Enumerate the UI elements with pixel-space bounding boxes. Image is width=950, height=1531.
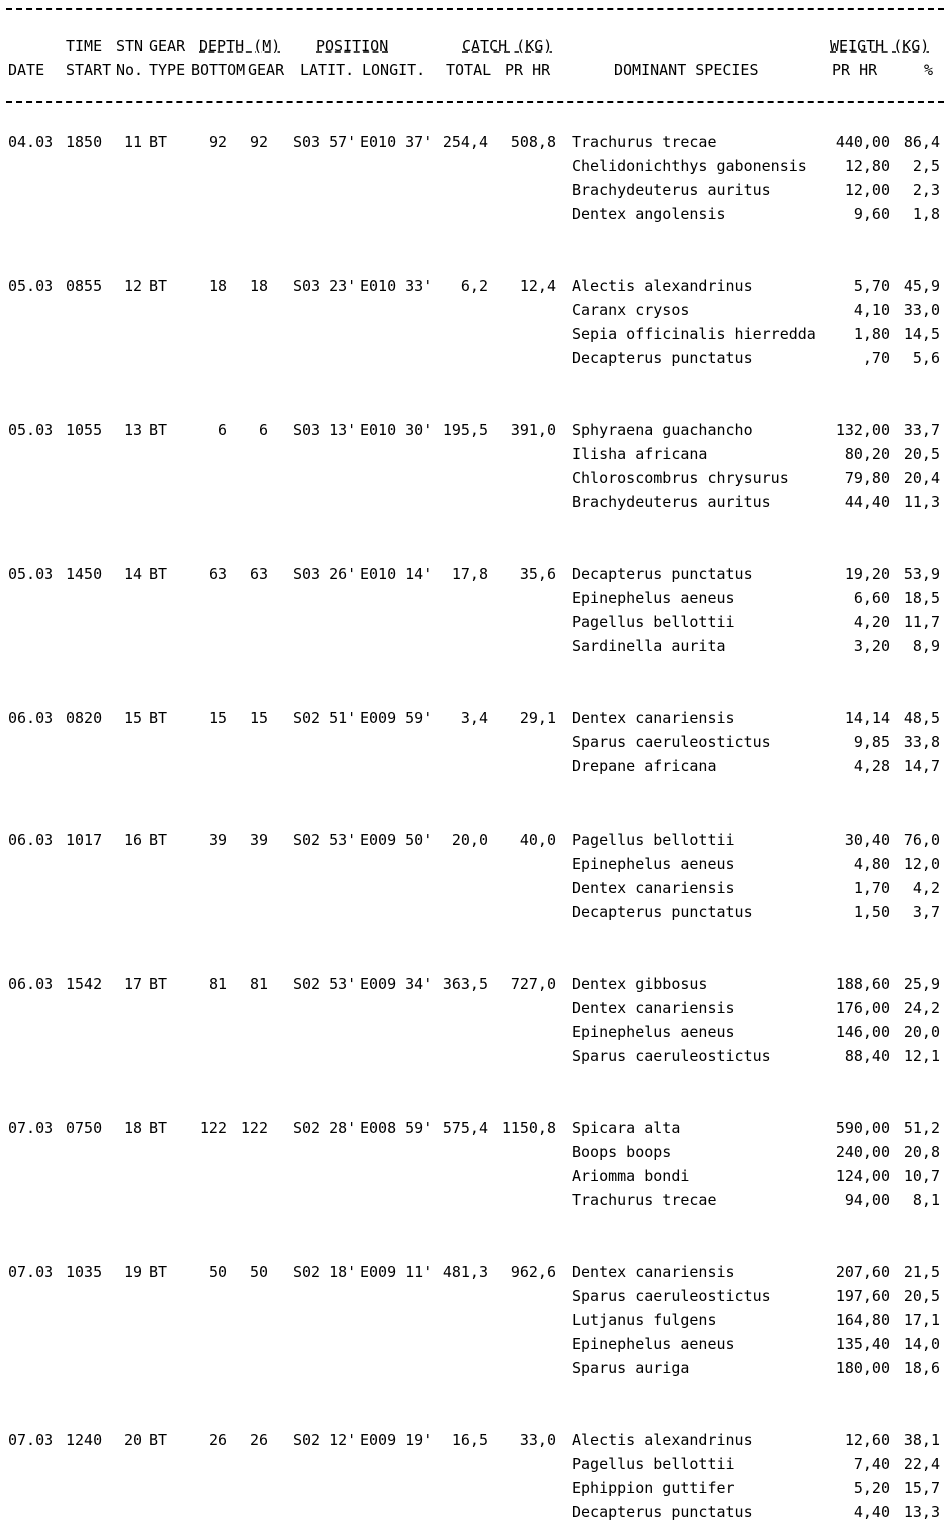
species-weight-pct: 33,8 — [903, 733, 940, 751]
cell-gear-type: BT — [149, 1263, 168, 1281]
header-weight-group: WEIGTH (KG) — [830, 37, 930, 55]
species-weight-pct: 8,1 — [912, 1191, 940, 1209]
species-name: Dentex canariensis — [572, 879, 735, 897]
cell-time-start: 0820 — [66, 709, 103, 727]
species-weight-prhr: 12,00 — [844, 181, 890, 199]
cell-time-start: 0750 — [66, 1119, 103, 1137]
header-catch-total: TOTAL — [446, 61, 492, 79]
species-weight-pct: 33,0 — [903, 301, 940, 319]
species-name: Epinephelus aeneus — [572, 589, 735, 607]
species-weight-pct: 18,6 — [903, 1359, 940, 1377]
species-weight-prhr: 4,40 — [853, 1503, 890, 1521]
species-weight-pct: 11,3 — [903, 493, 940, 511]
header-weight-prhr: PR HR — [832, 61, 878, 79]
species-name: Trachurus trecae — [572, 1191, 717, 1209]
species-name: Pagellus bellottii — [572, 613, 735, 631]
cell-time-start: 0855 — [66, 277, 103, 295]
cell-station-no: 20 — [123, 1431, 142, 1449]
species-name: Brachydeuterus auritus — [572, 493, 771, 511]
species-weight-pct: 17,1 — [903, 1311, 940, 1329]
species-weight-pct: 1,8 — [912, 205, 940, 223]
cell-longitude: E010 37' — [360, 133, 433, 151]
species-weight-pct: 22,4 — [903, 1455, 940, 1473]
species-name: Dentex canariensis — [572, 709, 735, 727]
species-weight-pct: 15,7 — [903, 1479, 940, 1497]
cell-gear-type: BT — [149, 1431, 168, 1449]
species-weight-pct: 8,9 — [912, 637, 940, 655]
cell-station-no: 17 — [123, 975, 142, 993]
cell-catch-prhr: 391,0 — [510, 421, 556, 439]
cell-latitude: S02 28' — [293, 1119, 357, 1137]
species-name: Sparus caeruleostictus — [572, 1047, 771, 1065]
species-weight-prhr: 135,40 — [835, 1335, 890, 1353]
species-name: Alectis alexandrinus — [572, 277, 753, 295]
cell-depth-gear: 6 — [258, 421, 268, 439]
cell-date: 07.03 — [8, 1263, 54, 1281]
cell-latitude: S03 57' — [293, 133, 357, 151]
header-divider — [6, 101, 944, 103]
cell-latitude: S03 23' — [293, 277, 357, 295]
cell-depth-bottom: 18 — [208, 277, 227, 295]
cell-depth-bottom: 15 — [208, 709, 227, 727]
species-weight-pct: 5,6 — [912, 349, 940, 367]
species-name: Dentex angolensis — [572, 205, 726, 223]
header-latit: LATIT. — [300, 61, 355, 79]
cell-station-no: 13 — [123, 421, 142, 439]
cell-depth-gear: 92 — [249, 133, 268, 151]
species-name: Chelidonichthys gabonensis — [572, 157, 807, 175]
cell-depth-bottom: 63 — [208, 565, 227, 583]
cell-catch-total: 254,4 — [442, 133, 488, 151]
species-weight-pct: 20,5 — [903, 445, 940, 463]
species-weight-pct: 11,7 — [903, 613, 940, 631]
cell-catch-prhr: 33,0 — [519, 1431, 556, 1449]
species-name: Dentex canariensis — [572, 1263, 735, 1281]
cell-gear-type: BT — [149, 975, 168, 993]
species-name: Pagellus bellottii — [572, 1455, 735, 1473]
cell-longitude: E009 19' — [360, 1431, 433, 1449]
species-name: Chloroscombrus chrysurus — [572, 469, 789, 487]
cell-date: 06.03 — [8, 975, 54, 993]
species-weight-prhr: 146,00 — [835, 1023, 890, 1041]
cell-station-no: 16 — [123, 831, 142, 849]
cell-catch-prhr: 40,0 — [519, 831, 556, 849]
cell-longitude: E009 50' — [360, 831, 433, 849]
cell-depth-bottom: 50 — [208, 1263, 227, 1281]
species-weight-pct: 76,0 — [903, 831, 940, 849]
cell-gear-type: BT — [149, 565, 168, 583]
species-name: Sepia officinalis hierredda — [572, 325, 816, 343]
cell-time-start: 1035 — [66, 1263, 103, 1281]
top-divider — [6, 8, 944, 10]
cell-station-no: 14 — [123, 565, 142, 583]
cell-station-no: 12 — [123, 277, 142, 295]
species-weight-pct: 10,7 — [903, 1167, 940, 1185]
cell-longitude: E010 30' — [360, 421, 433, 439]
species-weight-prhr: 3,20 — [853, 637, 890, 655]
species-weight-prhr: 4,28 — [853, 757, 890, 775]
species-weight-pct: 86,4 — [903, 133, 940, 151]
species-weight-pct: 2,3 — [912, 181, 940, 199]
species-name: Decapterus punctatus — [572, 565, 753, 583]
species-weight-pct: 51,2 — [903, 1119, 940, 1137]
species-name: Brachydeuterus auritus — [572, 181, 771, 199]
cell-depth-bottom: 81 — [208, 975, 227, 993]
cell-date: 05.03 — [8, 565, 54, 583]
species-weight-prhr: 12,80 — [844, 157, 890, 175]
cell-catch-total: 363,5 — [442, 975, 488, 993]
species-weight-pct: 25,9 — [903, 975, 940, 993]
cell-latitude: S03 13' — [293, 421, 357, 439]
header-position-group: POSITION — [316, 37, 389, 55]
species-weight-pct: 13,3 — [903, 1503, 940, 1521]
cell-gear-type: BT — [149, 421, 168, 439]
species-weight-prhr: 9,60 — [853, 205, 890, 223]
species-name: Epinephelus aeneus — [572, 1335, 735, 1353]
species-weight-prhr: 44,40 — [844, 493, 890, 511]
species-name: Epinephelus aeneus — [572, 855, 735, 873]
cell-depth-gear: 39 — [249, 831, 268, 849]
cell-catch-prhr: 35,6 — [519, 565, 556, 583]
cell-depth-bottom: 6 — [217, 421, 227, 439]
cell-date: 04.03 — [8, 133, 54, 151]
species-weight-pct: 2,5 — [912, 157, 940, 175]
species-weight-prhr: 4,80 — [853, 855, 890, 873]
cell-date: 05.03 — [8, 421, 54, 439]
species-weight-pct: 20,0 — [903, 1023, 940, 1041]
header-stn-line1: STN — [116, 37, 144, 55]
species-weight-pct: 14,7 — [903, 757, 940, 775]
cell-date: 06.03 — [8, 831, 54, 849]
cell-gear-type: BT — [149, 277, 168, 295]
species-weight-prhr: 7,40 — [853, 1455, 890, 1473]
header-catch-group: CATCH (KG) — [462, 37, 553, 55]
cell-gear-type: BT — [149, 133, 168, 151]
species-weight-prhr: 197,60 — [835, 1287, 890, 1305]
species-name: Ilisha africana — [572, 445, 708, 463]
cell-depth-gear: 26 — [249, 1431, 268, 1449]
cell-depth-gear: 18 — [249, 277, 268, 295]
cell-catch-total: 6,2 — [460, 277, 488, 295]
cell-time-start: 1017 — [66, 831, 103, 849]
cell-time-start: 1450 — [66, 565, 103, 583]
species-weight-pct: 48,5 — [903, 709, 940, 727]
cell-latitude: S02 51' — [293, 709, 357, 727]
species-name: Spicara alta — [572, 1119, 681, 1137]
cell-longitude: E010 14' — [360, 565, 433, 583]
species-weight-pct: 14,5 — [903, 325, 940, 343]
species-weight-prhr: 164,80 — [835, 1311, 890, 1329]
species-weight-prhr: 590,00 — [835, 1119, 890, 1137]
cell-depth-bottom: 26 — [208, 1431, 227, 1449]
species-weight-pct: 14,0 — [903, 1335, 940, 1353]
species-weight-prhr: 180,00 — [835, 1359, 890, 1377]
species-name: Dentex gibbosus — [572, 975, 708, 993]
cell-time-start: 1055 — [66, 421, 103, 439]
header-dominant-species: DOMINANT SPECIES — [614, 61, 759, 79]
species-weight-pct: 53,9 — [903, 565, 940, 583]
species-weight-prhr: 124,00 — [835, 1167, 890, 1185]
header-time-line1: TIME — [66, 37, 103, 55]
species-weight-prhr: 207,60 — [835, 1263, 890, 1281]
cell-depth-gear: 15 — [249, 709, 268, 727]
cell-depth-gear: 50 — [249, 1263, 268, 1281]
species-name: Dentex canariensis — [572, 999, 735, 1017]
cell-gear-type: BT — [149, 1119, 168, 1137]
cell-catch-prhr: 727,0 — [510, 975, 556, 993]
cell-depth-gear: 63 — [249, 565, 268, 583]
cell-date: 07.03 — [8, 1431, 54, 1449]
cell-catch-total: 195,5 — [442, 421, 488, 439]
species-weight-pct: 3,7 — [912, 903, 940, 921]
species-weight-prhr: 176,00 — [835, 999, 890, 1017]
cell-time-start: 1542 — [66, 975, 103, 993]
cell-depth-bottom: 92 — [208, 133, 227, 151]
species-weight-pct: 18,5 — [903, 589, 940, 607]
cell-latitude: S02 12' — [293, 1431, 357, 1449]
species-weight-prhr: 1,80 — [853, 325, 890, 343]
species-weight-prhr: 6,60 — [853, 589, 890, 607]
species-weight-prhr: 94,00 — [844, 1191, 890, 1209]
species-weight-prhr: 5,70 — [853, 277, 890, 295]
species-weight-prhr: ,70 — [862, 349, 890, 367]
cell-longitude: E009 11' — [360, 1263, 433, 1281]
cell-date: 06.03 — [8, 709, 54, 727]
header-stn-line2: No. — [116, 61, 144, 79]
cell-longitude: E010 33' — [360, 277, 433, 295]
species-name: Sphyraena guachancho — [572, 421, 753, 439]
cell-time-start: 1240 — [66, 1431, 103, 1449]
species-name: Epinephelus aeneus — [572, 1023, 735, 1041]
species-name: Sparus caeruleostictus — [572, 733, 771, 751]
header-weight-pct: % — [924, 61, 934, 79]
header-catch-prhr: PR HR — [505, 61, 551, 79]
species-weight-pct: 24,2 — [903, 999, 940, 1017]
cell-date: 07.03 — [8, 1119, 54, 1137]
species-weight-prhr: 4,20 — [853, 613, 890, 631]
cell-catch-prhr: 29,1 — [519, 709, 556, 727]
cell-gear-type: BT — [149, 709, 168, 727]
cell-catch-prhr: 1150,8 — [501, 1119, 556, 1137]
cell-longitude: E008 59' — [360, 1119, 433, 1137]
cell-station-no: 15 — [123, 709, 142, 727]
header-date: DATE — [8, 61, 45, 79]
cell-depth-gear: 122 — [240, 1119, 268, 1137]
species-weight-prhr: 240,00 — [835, 1143, 890, 1161]
cell-latitude: S03 26' — [293, 565, 357, 583]
species-weight-prhr: 440,00 — [835, 133, 890, 151]
species-weight-prhr: 132,00 — [835, 421, 890, 439]
header-longit: LONGIT. — [362, 61, 426, 79]
species-weight-prhr: 30,40 — [844, 831, 890, 849]
cell-latitude: S02 18' — [293, 1263, 357, 1281]
species-weight-pct: 20,8 — [903, 1143, 940, 1161]
species-weight-prhr: 88,40 — [844, 1047, 890, 1065]
species-name: Decapterus punctatus — [572, 1503, 753, 1521]
species-weight-pct: 20,5 — [903, 1287, 940, 1305]
cell-gear-type: BT — [149, 831, 168, 849]
species-weight-pct: 4,2 — [912, 879, 940, 897]
header-depth-gear: GEAR — [248, 61, 285, 79]
cell-catch-total: 16,5 — [451, 1431, 488, 1449]
cell-depth-gear: 81 — [249, 975, 268, 993]
species-name: Sardinella aurita — [572, 637, 726, 655]
species-name: Sparus caeruleostictus — [572, 1287, 771, 1305]
species-name: Decapterus punctatus — [572, 349, 753, 367]
cell-latitude: S02 53' — [293, 831, 357, 849]
species-weight-prhr: 80,20 — [844, 445, 890, 463]
cell-station-no: 19 — [123, 1263, 142, 1281]
cell-station-no: 11 — [123, 133, 142, 151]
species-name: Ariomma bondi — [572, 1167, 690, 1185]
cell-catch-total: 575,4 — [442, 1119, 488, 1137]
cell-longitude: E009 59' — [360, 709, 433, 727]
species-name: Decapterus punctatus — [572, 903, 753, 921]
species-name: Alectis alexandrinus — [572, 1431, 753, 1449]
header-gear-line2: TYPE — [149, 61, 186, 79]
header-time-line2: START — [66, 61, 112, 79]
species-weight-prhr: 19,20 — [844, 565, 890, 583]
header-depth-bottom: BOTTOM — [191, 61, 246, 79]
species-weight-pct: 38,1 — [903, 1431, 940, 1449]
cell-station-no: 18 — [123, 1119, 142, 1137]
cell-catch-prhr: 508,8 — [510, 133, 556, 151]
cell-catch-prhr: 12,4 — [519, 277, 556, 295]
species-weight-pct: 45,9 — [903, 277, 940, 295]
species-name: Drepane africana — [572, 757, 717, 775]
cell-time-start: 1850 — [66, 133, 103, 151]
species-name: Lutjanus fulgens — [572, 1311, 717, 1329]
species-weight-prhr: 79,80 — [844, 469, 890, 487]
species-weight-prhr: 9,85 — [853, 733, 890, 751]
species-weight-pct: 12,0 — [903, 855, 940, 873]
header-depth-group: DEPTH (M) — [199, 37, 281, 55]
species-weight-prhr: 1,70 — [853, 879, 890, 897]
cell-catch-total: 481,3 — [442, 1263, 488, 1281]
cell-catch-total: 3,4 — [460, 709, 488, 727]
species-name: Caranx crysos — [572, 301, 690, 319]
header-gear-line1: GEAR — [149, 37, 186, 55]
species-weight-prhr: 5,20 — [853, 1479, 890, 1497]
species-name: Pagellus bellottii — [572, 831, 735, 849]
species-name: Boops boops — [572, 1143, 672, 1161]
species-weight-prhr: 4,10 — [853, 301, 890, 319]
species-name: Ephippion guttifer — [572, 1479, 735, 1497]
cell-depth-bottom: 122 — [199, 1119, 227, 1137]
species-weight-prhr: 1,50 — [853, 903, 890, 921]
cell-catch-prhr: 962,6 — [510, 1263, 556, 1281]
species-weight-pct: 33,7 — [903, 421, 940, 439]
cell-date: 05.03 — [8, 277, 54, 295]
species-weight-prhr: 14,14 — [844, 709, 890, 727]
cell-latitude: S02 53' — [293, 975, 357, 993]
cell-catch-total: 17,8 — [451, 565, 488, 583]
cell-longitude: E009 34' — [360, 975, 433, 993]
species-name: Trachurus trecae — [572, 133, 717, 151]
cell-depth-bottom: 39 — [208, 831, 227, 849]
species-name: Sparus auriga — [572, 1359, 690, 1377]
species-weight-pct: 20,4 — [903, 469, 940, 487]
species-weight-pct: 12,1 — [903, 1047, 940, 1065]
cell-catch-total: 20,0 — [451, 831, 488, 849]
species-weight-pct: 21,5 — [903, 1263, 940, 1281]
species-weight-prhr: 12,60 — [844, 1431, 890, 1449]
species-weight-prhr: 188,60 — [835, 975, 890, 993]
